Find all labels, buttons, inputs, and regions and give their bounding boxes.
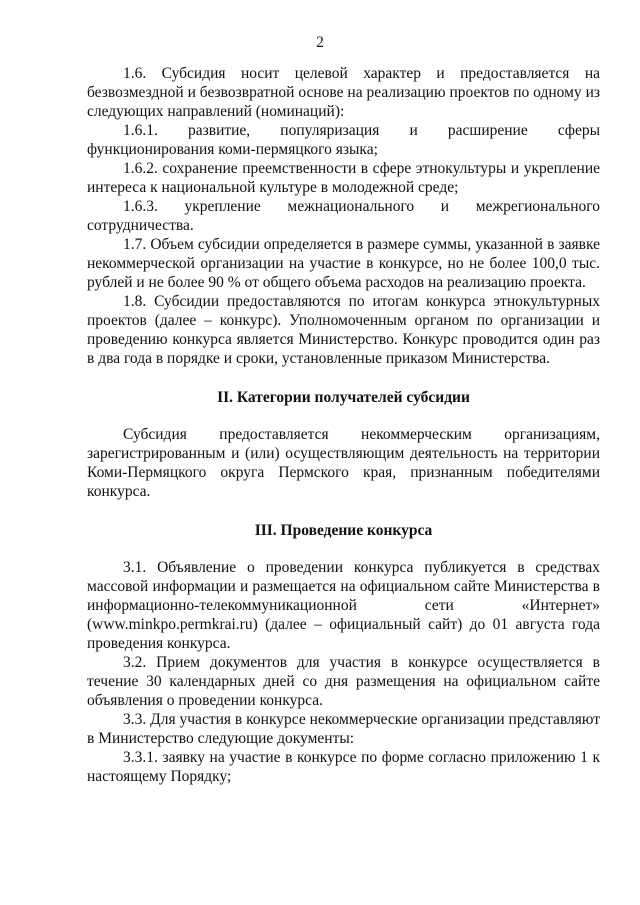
paragraph-3-3: 3.3. Для участия в конкурсе некоммерческие организации представляют в Министерство следующие документы:	[87, 711, 600, 747]
paragraph-1-7: 1.7. Объем субсидии определяется в размере суммы, указанной в заявке некоммерческой организации на участие в конкурсе, но не более 100,0 тыс. рублей и не более 90 % от общего объема расходов на реализацию проекта.	[87, 236, 600, 291]
spacer	[87, 501, 600, 521]
paragraph-3-2: 3.2. Прием документов для участия в конкурсе осуществляется в течение 30 календарных дней со дня размещения на официальном сайте объявления о проведении конкурса.	[87, 654, 600, 709]
section-1	[87, 64, 600, 368]
paragraph-1-6-1: 1.6.1. развитие, популяризация и расширение сферы функционирования коми-пермяцкого языка;	[87, 122, 600, 158]
section-heading-2: II. Категории получателей субсидии	[217, 389, 470, 406]
paragraph-3-3-1: 3.3.1. заявку на участие в конкурсе по форме согласно приложению 1 к настоящему Порядку;	[87, 749, 600, 785]
section-heading-3: III. Проведение конкурса	[254, 522, 433, 539]
page-number: 2	[316, 34, 324, 51]
document-body	[87, 64, 600, 786]
spacer	[87, 540, 600, 558]
spacer	[87, 368, 600, 388]
paragraph-1-6-3: 1.6.3. укрепление межнационального и межрегионального сотрудничества.	[87, 198, 600, 234]
paragraph-1-6-2: 1.6.2. сохранение преемственности в сфере этнокультуры и укрепление интереса к национальной культуре в молодежной среде;	[87, 160, 600, 196]
spacer	[87, 407, 600, 425]
paragraph-recipients: Субсидия предоставляется некоммерческим организациям, зарегистрированным и (или) осуществляющим деятельность на территории Коми-Пермяцкого округа Пермского края, признанным победителями конкурса.	[87, 426, 600, 500]
section-3	[87, 558, 600, 786]
paragraph-1-8: 1.8. Субсидии предоставляются по итогам конкурса этнокультурных проектов (далее – конкурс). Уполномоченным органом по организации и проведению конкурса является Министерство. Конкурс проводится один раз в два года в порядке и сроки, установленные приказом Министерства.	[87, 293, 600, 367]
paragraph-3-1: 3.1. Объявление о проведении конкурса публикуется в средствах массовой информации и размещается на официальном сайте Министерства в информационно-телекоммуникационной сети «Интернет» (www.minkpo.permkrai.ru) (далее – официальный сайт) до 01 августа года проведения конкурса.	[87, 559, 600, 652]
section-2	[87, 425, 600, 501]
paragraph-1-6: 1.6. Субсидия носит целевой характер и предоставляется на безвозмездной и безвозвратной основе на реализацию проектов по одному из следующих направлений (номинаций):	[87, 65, 600, 120]
